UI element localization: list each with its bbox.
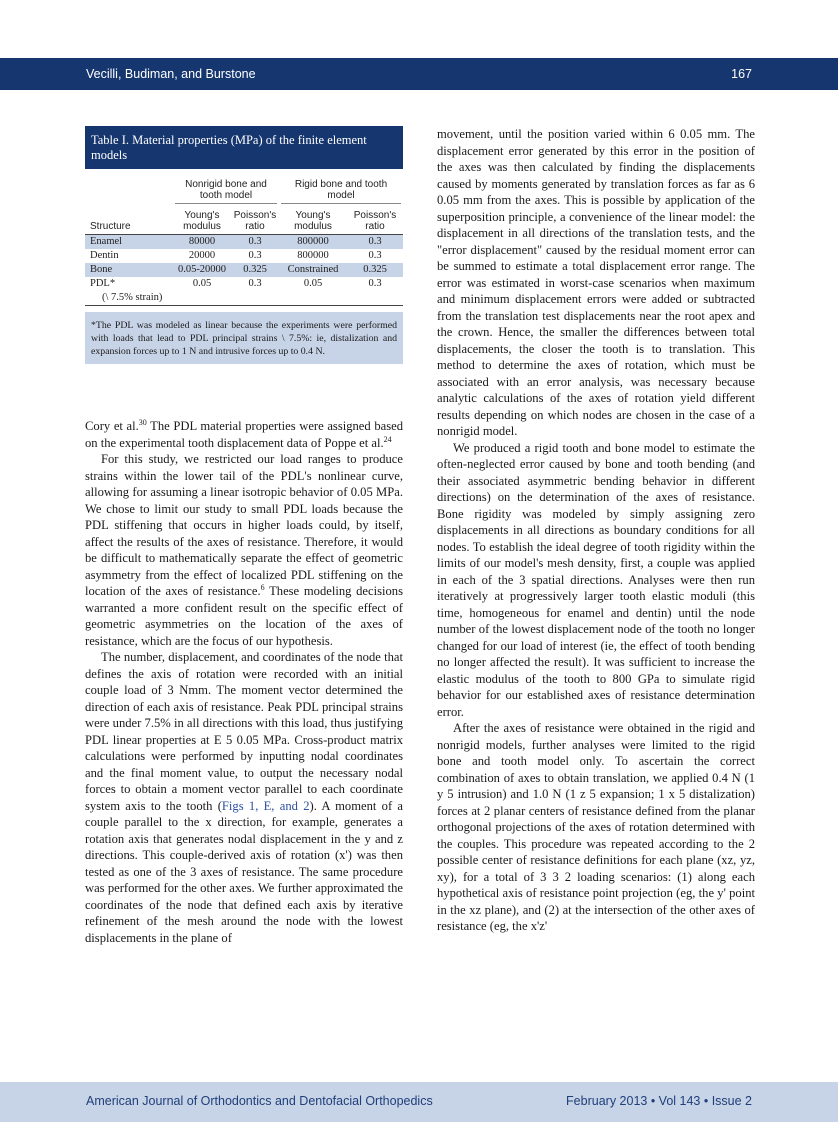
journal-name: American Journal of Orthodontics and Dentofacial Orthopedics [86,1094,433,1108]
table-row [85,291,403,306]
paragraph: movement, until the position varied within 6 0.05 mm. The displacement error generated by this error in the position of the axes was then calculated by finding the displacements caused by moments generated by translation forces as far as 6 0.05 mm from the axes. This is possible by application of the superposition principle, a convenience of the linear model: the displacement in all directions of the translation tests, and the "error displacement" caused by the residual moment error can be summed to estimate a total displacement error range. The error was estimated in worst-case scenarios when maximum and minimum displacement errors were added or subtracted from the translation test displacements near the root apex and the crown. Hence, the smaller the differences between total displacements, the closer the tooth is to translation. This method to determine the axes of rotation, which must be associated with an error analysis, was necessary because analytic calculations of the axes of rotation yield different results depending on which nodes are chosen in the case of a nonrigid model. [437,127,755,438]
citation[interactable]: 24 [383,434,392,444]
running-footer [0,1082,838,1122]
col-header-youngs: Young's modulus [173,206,231,235]
table-row: Dentin 20000 0.3 800000 0.3 [90,250,382,261]
table-grid [85,169,403,306]
right-column [437,126,755,935]
table-row: Enamel 80000 0.3 800000 0.3 [85,235,403,250]
strain-note: (\ 7.5% strain) [102,292,163,303]
material-properties-table [85,126,403,364]
paragraph: For this study, we restricted our load ranges to produce strains within the lower tail of the PDL's nonlinear curve, allowing for assuming a linear isotropic behavior of 0.05 MPa. We chose to limit our study to small PDL loads because the PDL stiffening that occurs in higher loads could, by itself, affect the results of the axes of resistance. Therefore, it would be difficult to mathematically separate the effect of geometric asymmetry from the effect of localized PDL stiffening on the location of the axes of resistance.$^6$ These modeling decisions warranted a more confident result on the specific effect of geometric asymmetries on the location of the axes of resistance, which are the focus of our hypothesis. [85,452,403,648]
paragraph: The number, displacement, and coordinates of the node that defines the axis of rotation were recorded with an initial couple load of 3 Nmm. The moment vector determined the direction of each axis of resistance. Peak PDL principal strains were under 7.5% in all directions with this load, thus justifying PDL linear properties at E 5 0.05 MPa. Cross-product matrix calculations were performed by inputting nodal coordinates and the final moment value, to output the necessary nodal forces to obtain a moment vector parallel to each coordinate system axis to the tooth (Figs 1, E, and 2). A moment of a couple parallel to the x direction, for example, generates a rotation axis that generates nodal displacement in the y and z directions. This couple-derived axis of rotation (x') was then tested as one of the 3 axes of resistance. The same procedure was performed for the other axes. We further approximated the coordinates of the node that defined each axis by iterative refinement of the mesh around the node with the lowest displacements in the plane of [85,650,404,945]
col-header-structure: Structure [85,206,173,235]
table-footnote: *The PDL was modeled as linear because the experiments were performed with loads that lead to PDL principal strains \ 7.5%: ie, distalization and expansion forces up to 1 N and intrusive forces up to 0.4 N. [85,312,403,364]
col-header-youngs: Young's modulus [279,206,347,235]
paragraph: After the axes of resistance were obtained in the rigid and nonrigid models, further analyses were limited to the rigid bone and tooth model only. To ascertain the correct combination of axes to obtain translation, we applied 0.4 N (1 y 5 intrusion) and 1.0 N (1 z 5 expansion; 1 x 5 distalization) forces at 2 planar centers of resistance defined from the planar orthogonal projections of the axes of rotation determined with the couples. This procedure was repeated according to the 2 possible center of resistance definitions for each plane (xz, yz, xy), for a total of 3 3 2 loading scenarios: (1) along each hypothetical axis of resistance point projection (eg, the y' point in the xz plane), and (2) at the intersection of the other axes of resistance (eg, the x'z' [437,721,755,933]
table-row: Bone 0.05-20000 0.325 Constrained 0.325 [85,263,403,277]
group-header-nonrigid: Nonrigid bone and tooth model [173,169,279,206]
col-header-poisson: Poisson's ratio [347,206,403,235]
figure-reference-link[interactable]: Figs 1, E, and 2 [221,798,310,813]
citation[interactable]: 30 [138,417,147,427]
col-header-poisson: Poisson's ratio [231,206,279,235]
page-number: 167 [731,67,752,81]
group-header-rigid: Rigid bone and tooth model [279,169,403,206]
issue-info: February 2013 • Vol 143 • Issue 2 [566,1094,752,1108]
paragraph: Cory et al.$^{30}$ The PDL material properties were assigned based on the experimental tooth displacement data of Poppe et al.$^{24}$ [85,417,403,450]
citation[interactable]: 6 [260,582,265,592]
table-title: Table I. Material properties (MPa) of the finite element models [85,126,403,169]
paragraph: We produced a rigid tooth and bone model to estimate the often-neglected error caused by bone and tooth bending (and their associated asymmetric bending behavior in different directions) on the determination of the axes of resistance. Bone rigidity was modeled by simply assigning zero displacements in all directions as boundary conditions for all nodes. To establish the ideal degree of tooth rigidity within the limits of our model's mesh density, first, a couple was applied in each of the 3 spatial directions. Analyses were then run iteratively at progressively larger tooth elastic moduli (this time, homogeneous for enamel and dentin) until the node number of the lowest displacement node of the tooth no longer changed for our load of interest (ie, the effect of tooth bending no longer affected the result). It was sufficient to increase the elastic modulus of the tooth to 800 GPa to simulate rigid behavior for our established axes of resistance determination error. [437,440,755,719]
left-column [85,418,403,946]
running-header [0,58,838,90]
table-row: PDL* 0.05 0.3 0.05 0.3 [90,278,382,289]
header-authors: Vecilli, Budiman, and Burstone [86,67,256,81]
